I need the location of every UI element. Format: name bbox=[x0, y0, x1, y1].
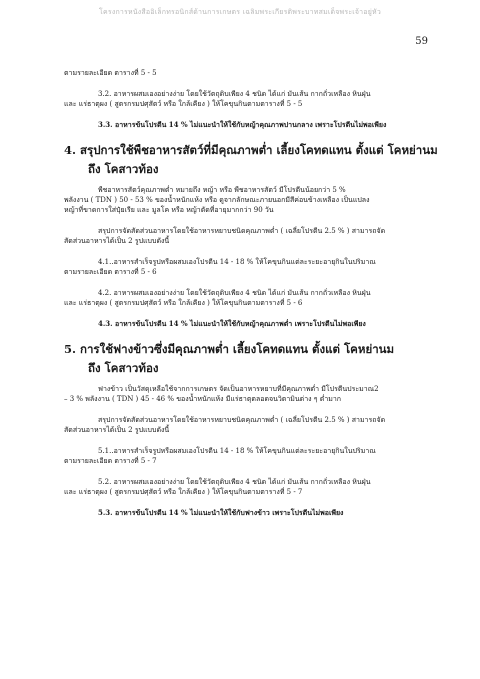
text-line: ฟางข้าว เป็นวัสดุเหลือใช้จากการเกษตร จัดเป็นอาหารหยาบที่มีคุณภาพต่ำ มีโปรตีนประมาณ2 bbox=[98, 385, 379, 393]
section-heading-5 bbox=[64, 340, 424, 378]
paragraph-4-3 bbox=[64, 319, 424, 329]
text-line: 3.3. อาหารข้นโปรตีน 14 % ไม่แนะนำให้ใช้กับหญ้าคุณภาพปานกลาง เพราะโปรตีนไม่พอเพียง bbox=[98, 120, 387, 129]
text-line: 4.2. อาหารผสมเองอย่างง่าย โดยใช้วัตถุดิบเพียง 4 ชนิด ได้แก่ มันเส้น กากถั่วเหลือง หินฝุ่น bbox=[98, 289, 371, 297]
paragraph-4-2 bbox=[64, 288, 424, 308]
paragraph-4-1 bbox=[64, 257, 424, 277]
text-line: สัดส่วนอาหารได้เป็น 2 รูปแบบดังนี้ bbox=[64, 237, 170, 245]
section-heading-4 bbox=[64, 141, 438, 179]
text-line: – 3 % พลังงาน ( TDN ) 45 - 46 % ของน้ำหนักแห้ง มีแร่ธาตุตลอดจนวิตามินต่าง ๆ ต่ำมาก bbox=[64, 395, 342, 403]
text-line: 4.1..อาหารสำเร็จรูปหรือผสมเองโปรตีน 14 - 18 % ให้โคขุนกินแต่ละระยะอายุกินในปริมาณ bbox=[98, 258, 376, 266]
text-line: ตามรายละเอียด ตารางที่ 5 - 7 bbox=[64, 457, 157, 465]
text-line: พลังงาน ( TDN ) 50 - 53 % ของน้ำหนักแห้ง หรือ ดูจากลักษณะภายนอกมีสีค่อนข้างเหลือง เป็นแปลง bbox=[64, 196, 370, 204]
heading-line: 5. การใช้ฟางข้าวซึ่งมีคุณภาพต่ำ เลี้ยงโคทดแทน ตั้งแต่ โคหย่านม bbox=[64, 342, 395, 356]
paragraph-definition bbox=[64, 185, 424, 215]
text-line: สรุปการจัดสัดส่วนอาหารโดยใช้อาหารหยาบชนิดคุณภาพต่ำ ( เฉลี่ยโปรตีน 2.5 % ) สามารถจัด bbox=[98, 227, 386, 235]
heading-line: ถึง โคสาวท้อง bbox=[88, 162, 159, 176]
text-line: พืชอาหารสัตว์คุณภาพต่ำ หมายถึง หญ้า หรือ พืชอาหารสัตว์ มีโปรตีนน้อยกว่า 5 % bbox=[98, 186, 346, 194]
text-line: หญ้าที่ขาดการใส่ปุ๋ยเรีย และ มูลโค หรือ หญ้าตัดที่อายุมากกว่า 90 วัน bbox=[64, 206, 274, 214]
text-line: และ แร่ธาตุผง ( สูตรกรมปศุสัตว์ หรือ ใกล้เคียง ) ให้โคขุนกินตามตารางที่ 5 - 5 bbox=[64, 100, 303, 108]
page-body bbox=[64, 68, 438, 529]
text-line: 5.2. อาหารผสมเองอย่างง่าย โดยใช้วัตถุดิบเพียง 4 ชนิด ได้แก่ มันเส้น กากถั่วเหลือง หินฝุ่น bbox=[98, 478, 371, 486]
paragraph-5-3 bbox=[64, 508, 424, 518]
paragraph-table-ref bbox=[64, 68, 424, 78]
paragraph-summary-2 bbox=[64, 415, 424, 435]
text-line: 3.2. อาหารผสมเองอย่างง่าย โดยใช้วัตถุดิบเพียง 4 ชนิด ได้แก่ มันเส้น กากถั่วเหลือง หินฝุ่น bbox=[98, 90, 371, 98]
text-line: ตามรายละเอียด ตารางที่ 5 - 6 bbox=[64, 268, 157, 276]
text-line: สรุปการจัดสัดส่วนอาหารโดยใช้อาหารหยาบชนิดคุณภาพต่ำ ( เฉลี่ยโปรตีน 2.5 % ) สามารถจัด bbox=[98, 416, 386, 424]
text-line: ตามรายละเอียด ตารางที่ 5 - 5 bbox=[64, 69, 157, 77]
text-line: และ แร่ธาตุผง ( สูตรกรมปศุสัตว์ หรือ ใกล้เคียง ) ให้โคขุนกินตามตารางที่ 5 - 6 bbox=[64, 299, 303, 307]
heading-line: ถึง โคสาวท้อง bbox=[88, 361, 159, 375]
text-line: สัดส่วนอาหารได้เป็น 2 รูปแบบดังนี้ bbox=[64, 426, 170, 434]
paragraph-summary bbox=[64, 226, 424, 246]
paragraph-rice-straw bbox=[64, 384, 424, 404]
text-line: 5.1..อาหารสำเร็จรูปหรือผสมเองโปรตีน 14 - 18 % ให้โคขุนกินแต่ละระยะอายุกินในปริมาณ bbox=[98, 447, 376, 455]
paragraph-3-3 bbox=[64, 120, 424, 130]
text-line: 5.3. อาหารข้นโปรตีน 14 % ไม่แนะนำให้ใช้กับฟางข้าว เพราะโปรตีนไม่พอเพียง bbox=[98, 508, 344, 517]
paragraph-5-2 bbox=[64, 477, 424, 497]
page-number: 59 bbox=[415, 36, 428, 47]
paragraph-3-2 bbox=[64, 89, 424, 109]
heading-line: 4. สรุปการใช้พืชอาหารสัตว์ที่มีคุณภาพต่ำ เลี้ยงโคทดแทน ตั้งแต่ โคหย่านม bbox=[64, 143, 438, 157]
text-line: 4.3. อาหารข้นโปรตีน 14 % ไม่แนะนำให้ใช้กับหญ้าคุณภาพต่ำ เพราะโปรตีนไม่พอเพียง bbox=[98, 319, 366, 328]
text-line: และ แร่ธาตุผง ( สูตรกรมปศุสัตว์ หรือ ใกล้เคียง ) ให้โคขุนกินตามตารางที่ 5 - 7 bbox=[64, 488, 303, 496]
paragraph-5-1 bbox=[64, 446, 424, 466]
watermark: โครงการหนังสืออิเล็กทรอนิกส์ด้านการเกษตร เฉลิมพระเกียรติพระบาทสมเด็จพระเจ้าอยู่หัว bbox=[99, 8, 381, 16]
